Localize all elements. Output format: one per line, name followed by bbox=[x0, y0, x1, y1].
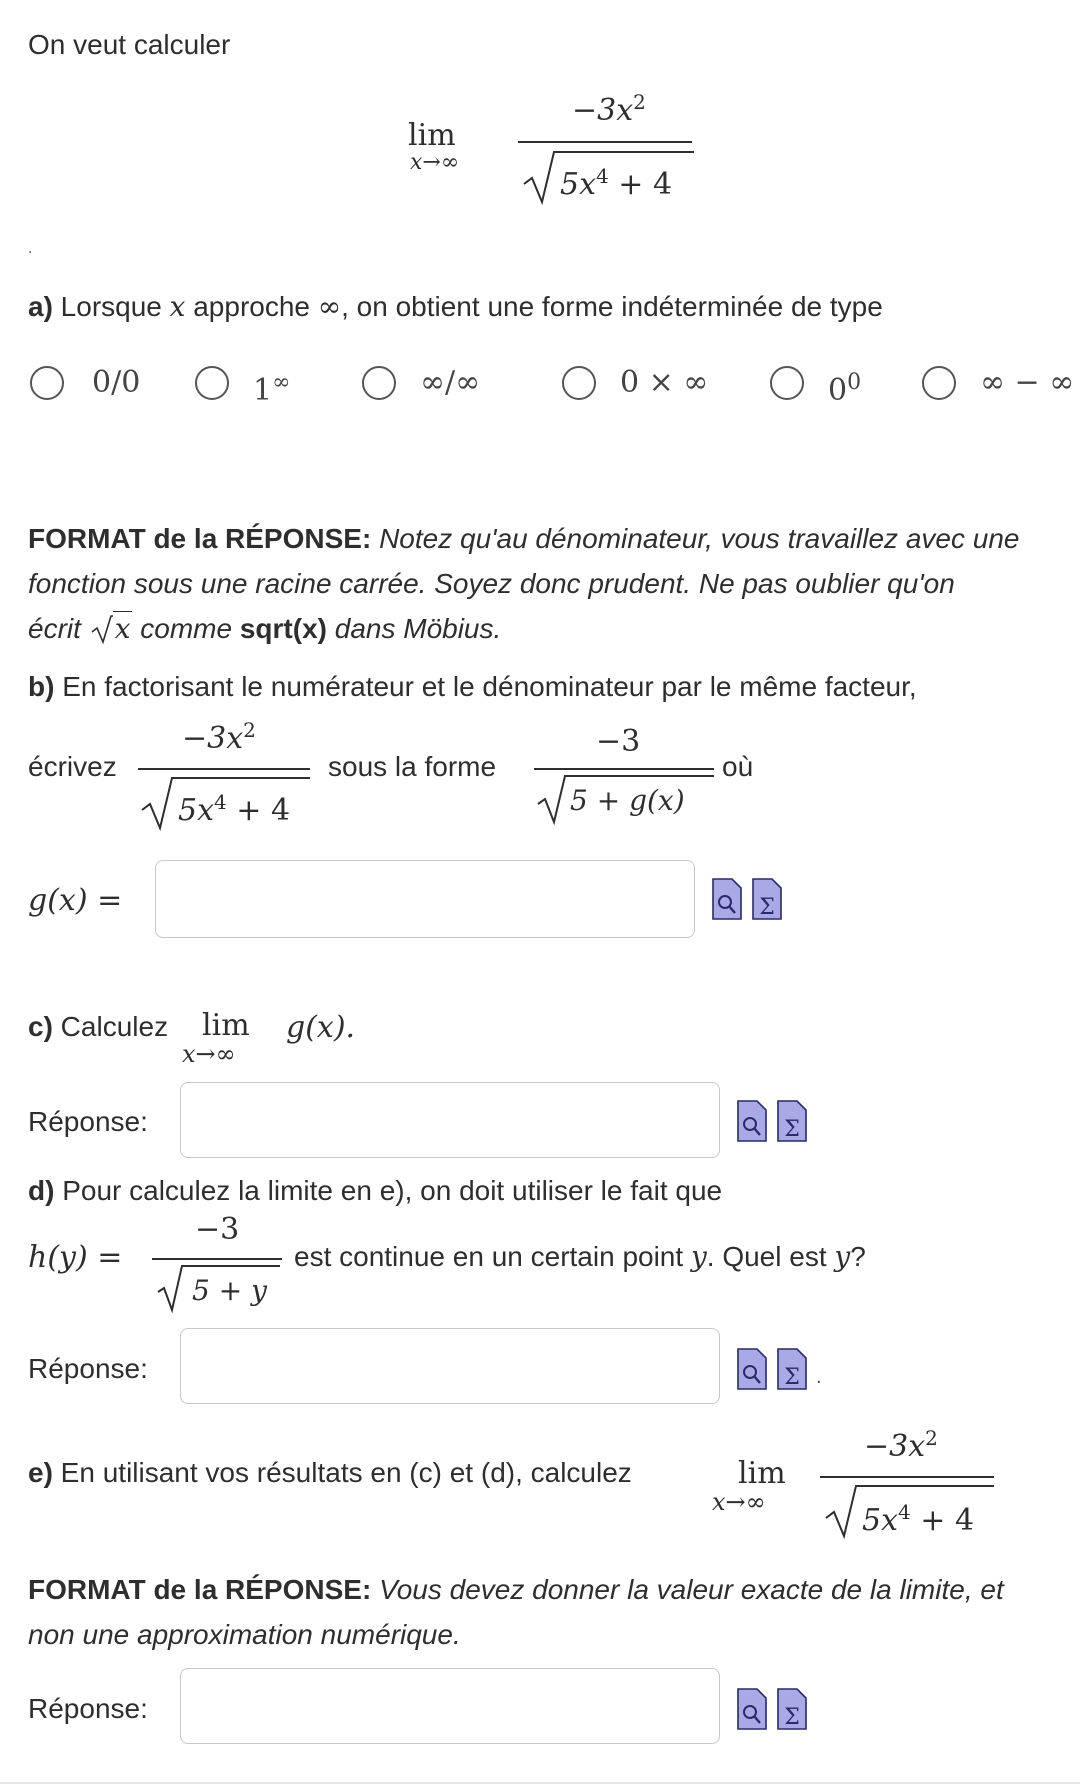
format-note-2-line1: FORMAT de la RÉPONSE: Vous devez donner la valeur exacte de la limite, et bbox=[28, 1574, 1004, 1605]
part-d-answer-label: Réponse: bbox=[28, 1353, 148, 1384]
option-label-inf-over-inf: ∞/∞ bbox=[420, 365, 481, 400]
g-input[interactable] bbox=[155, 860, 695, 938]
radio-inf-minus-inf[interactable] bbox=[922, 366, 956, 400]
option-label-inf-minus-inf: ∞ − ∞ bbox=[980, 365, 1075, 400]
format-note-1-line1: FORMAT de la RÉPONSE: Notez qu'au dénominateur, vous travaillez avec une bbox=[28, 523, 1020, 554]
option-label-0-times-inf: 0 × ∞ bbox=[620, 365, 709, 400]
part-b-write: écrivez bbox=[28, 751, 117, 782]
e-frac-den: $5x^4 + 4$ bbox=[862, 1500, 975, 1538]
d-frac-bar bbox=[152, 1258, 282, 1260]
c-lim-sub: x→∞ bbox=[182, 1040, 236, 1068]
equation-editor-icon[interactable] bbox=[777, 1348, 807, 1390]
d-frac-den: 5 + y bbox=[192, 1274, 267, 1307]
intro-text: On veut calculer bbox=[28, 29, 231, 60]
radio-0-pow-0[interactable] bbox=[770, 366, 804, 400]
b-frac1-bar bbox=[138, 768, 310, 770]
svg-text:Σ: Σ bbox=[759, 895, 775, 920]
bottom-divider bbox=[0, 1782, 1080, 1784]
format-note-1-line3: écrit x comme sqrt(x) dans Möbius. bbox=[28, 612, 502, 645]
option-label-0-0: 0/0 bbox=[92, 365, 141, 400]
lim-sub: x→∞ bbox=[410, 150, 460, 175]
part-b-where: où bbox=[722, 751, 754, 782]
b-frac2-num: −3 bbox=[596, 724, 641, 759]
part-d-trailing-period: . bbox=[816, 1366, 822, 1388]
e-lim-sub: x→∞ bbox=[712, 1488, 766, 1516]
part-d-text: est continue en un certain point y. Quel est y? bbox=[294, 1240, 866, 1273]
e-lim-word: lim bbox=[738, 1456, 786, 1491]
g-label: g(x) = bbox=[28, 883, 123, 918]
part-d-answer-input[interactable] bbox=[180, 1328, 720, 1404]
lim-word: lim bbox=[408, 118, 456, 153]
fraction-bar bbox=[518, 141, 692, 143]
b-frac1-num: $-3x^2$ bbox=[182, 718, 256, 756]
b-frac1-den: $5x^4 + 4$ bbox=[178, 790, 291, 828]
part-a-question: a) Lorsque x approche ∞, on obtient une forme indéterminée de type bbox=[28, 290, 883, 323]
e-frac-num: $-3x^2$ bbox=[864, 1426, 938, 1464]
part-c-question: c) Calculez bbox=[28, 1011, 169, 1042]
preview-icon[interactable] bbox=[737, 1100, 767, 1142]
h-label: h(y) = bbox=[28, 1240, 123, 1275]
option-label-1-inf: 1∞ bbox=[253, 370, 291, 408]
preview-icon[interactable] bbox=[712, 878, 742, 920]
equation-editor-icon[interactable] bbox=[777, 1100, 807, 1142]
equation-editor-icon[interactable] bbox=[752, 878, 782, 920]
preview-icon[interactable] bbox=[737, 1348, 767, 1390]
svg-text:Σ: Σ bbox=[784, 1365, 800, 1390]
format-note-2-line2: non une approximation numérique. bbox=[28, 1619, 461, 1650]
radio-1-inf[interactable] bbox=[195, 366, 229, 400]
radio-0-0[interactable] bbox=[30, 366, 64, 400]
svg-text:Σ: Σ bbox=[784, 1117, 800, 1142]
format-note-1-line2: fonction sous une racine carrée. Soyez donc prudent. Ne pas oublier qu'on bbox=[28, 568, 955, 599]
part-c-answer-label: Réponse: bbox=[28, 1106, 148, 1137]
sqrt-sign-small bbox=[91, 614, 113, 644]
part-e-answer-input[interactable] bbox=[180, 1668, 720, 1744]
c-expr: g(x). bbox=[286, 1010, 356, 1045]
e-frac-bar bbox=[820, 1476, 994, 1478]
b-frac2-den: 5 + g(x) bbox=[570, 784, 685, 817]
denominator: $5x^4 + 4$ bbox=[560, 164, 673, 202]
part-c-answer-input[interactable] bbox=[180, 1082, 720, 1158]
b-frac2-bar bbox=[534, 768, 714, 770]
part-b-question: b) En factorisant le numérateur et le dénominateur par le même facteur, bbox=[28, 671, 917, 702]
option-label-0-pow-0: $0^0$ bbox=[828, 370, 862, 408]
equation-editor-icon[interactable] bbox=[777, 1688, 807, 1730]
radio-0-times-inf[interactable] bbox=[562, 366, 596, 400]
preview-icon[interactable] bbox=[737, 1688, 767, 1730]
period: . bbox=[28, 240, 33, 257]
numerator: $-3x^2$ bbox=[572, 90, 646, 128]
part-b-form-text: sous la forme bbox=[328, 751, 497, 782]
part-e-answer-label: Réponse: bbox=[28, 1693, 148, 1724]
part-d-question: d) Pour calculez la limite en e), on doit utiliser le fait que bbox=[28, 1175, 723, 1206]
c-lim-word: lim bbox=[202, 1008, 250, 1043]
svg-text:Σ: Σ bbox=[784, 1705, 800, 1730]
part-e-question: e) En utilisant vos résultats en (c) et (d), calculez bbox=[28, 1457, 632, 1488]
radio-inf-over-inf[interactable] bbox=[362, 366, 396, 400]
d-frac-num: −3 bbox=[195, 1212, 240, 1247]
